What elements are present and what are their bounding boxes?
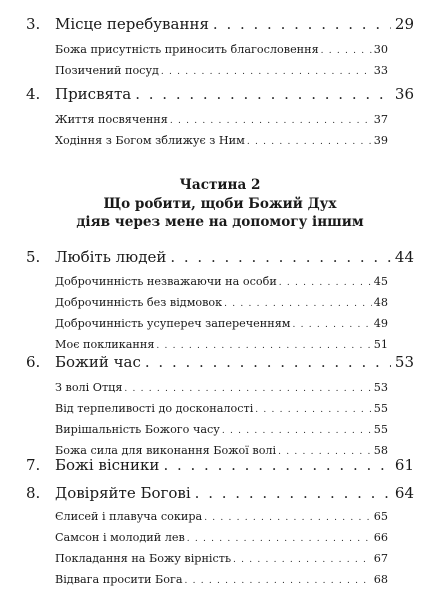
toc-chapter-entry[interactable] (26, 85, 414, 105)
dot-leader (170, 248, 391, 266)
dot-leader (135, 85, 391, 103)
dot-leader (163, 456, 390, 474)
dot-leader (185, 576, 372, 586)
part-heading (26, 176, 414, 232)
part-title-line-1: Що робити, щоби Божий Дух (103, 195, 337, 212)
chapter-page-number: 61 (394, 456, 414, 474)
toc-subsection-entry[interactable] (26, 113, 414, 134)
chapter-page-number: 29 (394, 15, 414, 33)
dot-leader (187, 534, 372, 544)
subsection-title: Ходіння з Богом зближує з Ним (55, 134, 245, 147)
subsection-page-number: 55 (373, 423, 388, 436)
chapter-title: Божі вісники (55, 456, 160, 474)
subsection-page-number: 58 (373, 444, 388, 457)
chapter-number: 6. (26, 353, 41, 371)
subsection-page-number: 48 (373, 296, 388, 309)
toc-subsection-entry[interactable] (26, 64, 414, 85)
dot-leader (145, 353, 391, 371)
chapter-title: Божий час (55, 353, 141, 371)
toc-chapter-entry[interactable] (26, 248, 414, 268)
toc-section-6 (26, 353, 414, 465)
toc-subsection-entry[interactable] (26, 573, 414, 594)
chapter-page-number: 36 (394, 85, 414, 103)
subsection-page-number: 66 (373, 531, 388, 544)
chapter-title: Любіть людей (55, 248, 167, 266)
toc-section-5 (26, 248, 414, 359)
subsection-title: Самсон і молодий лев (55, 531, 185, 544)
chapter-number: 7. (26, 456, 41, 474)
dot-leader (222, 426, 372, 436)
subsection-title: Божа присутність приносить благословення (55, 43, 319, 56)
toc-subsection-entry[interactable] (26, 43, 414, 64)
subsection-title: Моє покликання (55, 338, 155, 351)
subsection-title: Доброчинність усупереч запереченням (55, 317, 291, 330)
subsection-page-number: 55 (373, 402, 388, 415)
subsection-title: Доброчинність незважаючи на особи (55, 275, 277, 288)
chapter-number: 3. (26, 15, 41, 33)
subsection-page-number: 68 (373, 573, 388, 586)
chapter-title: Довіряйте Богові (55, 484, 191, 502)
toc-subsection-entry[interactable] (26, 296, 414, 317)
dot-leader (156, 341, 371, 351)
toc-section-3 (26, 15, 414, 85)
chapter-page-number: 64 (394, 484, 414, 502)
subsection-page-number: 51 (373, 338, 388, 351)
dot-leader (321, 46, 372, 56)
dot-leader (255, 405, 371, 415)
chapter-title: Місце перебування (55, 15, 209, 33)
dot-leader (213, 15, 391, 33)
subsection-title: Відвага просити Бога (55, 573, 183, 586)
subsection-page-number: 67 (373, 552, 388, 565)
dot-leader (247, 137, 372, 147)
chapter-number: 8. (26, 484, 41, 502)
subsection-page-number: 45 (373, 275, 388, 288)
subsection-title: Покладання на Божу вірність (55, 552, 232, 565)
dot-leader (195, 484, 391, 502)
toc-chapter-entry[interactable] (26, 353, 414, 373)
subsection-page-number: 33 (373, 64, 388, 77)
subsection-page-number: 65 (373, 510, 388, 523)
toc-chapter-entry[interactable] (26, 484, 414, 504)
dot-leader (124, 384, 371, 394)
chapter-number: 5. (26, 248, 41, 266)
part-title-line-2: діяв через мене на допомогу іншим (76, 214, 364, 230)
subsection-page-number: 30 (373, 43, 388, 56)
subsection-title: Божа сила для виконання Божої волі (55, 444, 277, 457)
toc-subsection-entry[interactable] (26, 275, 414, 296)
toc-subsection-entry[interactable] (26, 402, 414, 423)
dot-leader (233, 555, 372, 565)
subsection-title: Позичений посуд (55, 64, 159, 77)
toc-section-8 (26, 484, 414, 594)
subsection-page-number: 53 (373, 381, 388, 394)
chapter-number: 4. (26, 85, 41, 103)
toc-subsection-entry[interactable] (26, 510, 414, 531)
part-label: Частина 2 (179, 177, 261, 193)
subsection-title: Єлисей і плавуча сокира (55, 510, 203, 523)
subsection-page-number: 39 (373, 134, 388, 147)
subsection-page-number: 49 (373, 317, 388, 330)
toc-subsection-entry[interactable] (26, 423, 414, 444)
toc-subsection-entry[interactable] (26, 381, 414, 402)
toc-subsection-entry[interactable] (26, 317, 414, 338)
dot-leader (279, 278, 372, 288)
toc-subsection-entry[interactable] (26, 134, 414, 155)
subsection-page-number: 37 (373, 113, 388, 126)
toc-chapter-entry[interactable] (26, 456, 414, 476)
subsection-title: Від терпеливості до досконалості (55, 402, 254, 415)
dot-leader (204, 513, 372, 523)
dot-leader (161, 67, 372, 77)
dot-leader (292, 320, 371, 330)
toc-chapter-entry[interactable] (26, 15, 414, 35)
toc-subsection-entry[interactable] (26, 552, 414, 573)
subsection-title: Життя посвячення (55, 113, 168, 126)
toc-section-7 (26, 456, 414, 476)
chapter-page-number: 44 (394, 248, 414, 266)
dot-leader (224, 299, 372, 309)
toc-section-4 (26, 85, 414, 155)
dot-leader (170, 116, 372, 126)
subsection-title: З волі Отця (55, 381, 123, 394)
chapter-title: Присвята (55, 85, 132, 103)
chapter-page-number: 53 (394, 353, 414, 371)
toc-subsection-entry[interactable] (26, 531, 414, 552)
subsection-title: Вирішальність Божого часу (55, 423, 220, 436)
subsection-title: Доброчинність без відмовок (55, 296, 223, 309)
